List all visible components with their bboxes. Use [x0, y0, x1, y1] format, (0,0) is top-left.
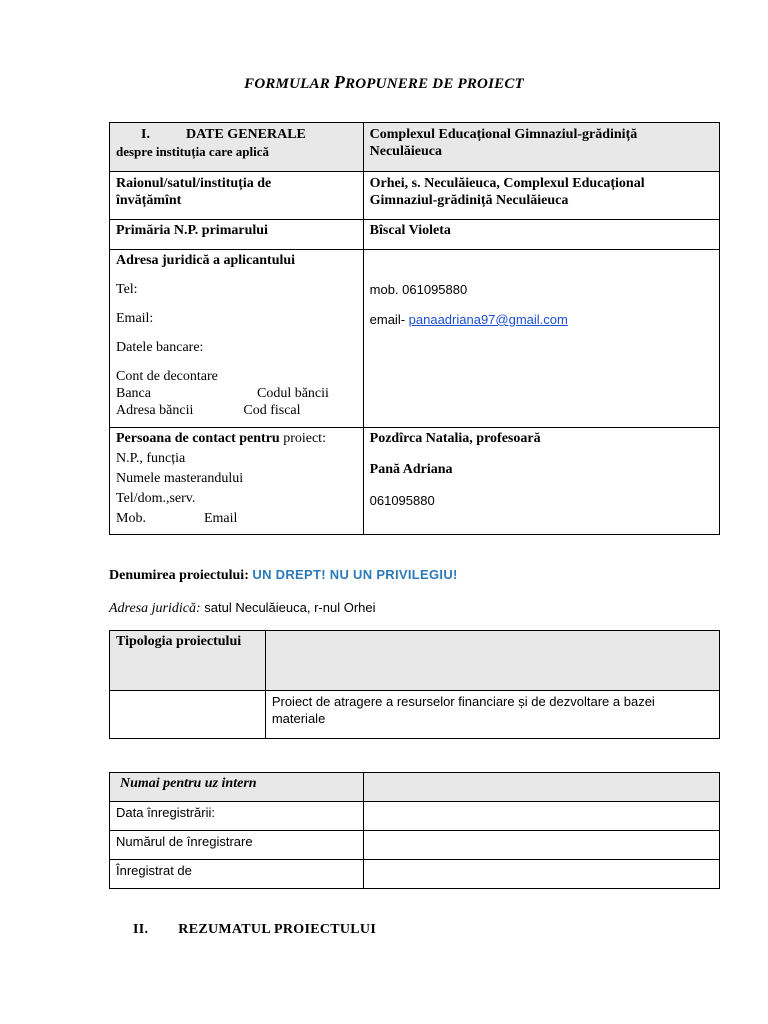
contact-teacher: Pozdîrca Natalia, profesoară: [369, 431, 541, 446]
bank-code-label: Codul băncii: [256, 386, 329, 401]
project-name-line: [109, 567, 458, 584]
bank-label: Banca: [116, 386, 151, 401]
bank-details-label: Datele bancare:: [116, 340, 204, 355]
bank-address-line: [116, 402, 357, 419]
legal-address-label: Adresa juridică:: [109, 601, 201, 616]
general-data-label: DATE GENERALE: [185, 127, 306, 142]
settlement-account-label: Cont de decontare: [116, 369, 218, 384]
legal-address-heading: Adresa juridică a aplicantului: [116, 253, 296, 268]
cell-typology-blank: [110, 691, 266, 739]
tel-label: Tel:: [116, 282, 138, 297]
section-number: I.: [141, 127, 150, 142]
district-value-line2: Gimnaziul-grădiniță Neculăieuca: [369, 193, 569, 208]
email-prefix: email-: [369, 312, 409, 327]
cell-registration-number-label: [110, 831, 364, 860]
project-typology-table: [109, 630, 720, 739]
cell-typology-label: [110, 631, 266, 691]
row-mayor: [110, 220, 720, 250]
registration-date-label: Data înregistrării:: [116, 805, 215, 820]
project-name-value: UN DREPT! NU UN PRIVILEGIU!: [252, 567, 458, 582]
mob-email-line: [116, 510, 357, 527]
district-label-line2: învățămînt: [116, 193, 182, 208]
cell-contact-label: [110, 428, 364, 535]
mayor-label: Primăria N.P. primarului: [116, 223, 268, 238]
registration-number-label: Numărul de înregistrare: [116, 834, 253, 849]
contact-master-student: Pană Adriana: [369, 462, 453, 477]
typology-desc-line1: Proiect de atragere a resurselor financiare și de dezvoltare a bazei: [271, 694, 655, 709]
legal-address-value: satul Neculăieuca, r-nul Orhei: [200, 600, 376, 615]
institution-name-line1: Complexul Educațional Gimnaziul-grădiniță: [369, 127, 638, 142]
mob-label: Mob.: [116, 511, 146, 526]
cell-typology-empty: [265, 631, 719, 691]
email-label: Email:: [116, 311, 154, 326]
row-registration-date: [110, 802, 720, 831]
internal-use-heading: Numai pentru uz intern: [120, 776, 257, 791]
cell-typology-desc: [265, 691, 719, 739]
mobile-number: mob. 061095880: [369, 282, 468, 297]
email-line: [370, 311, 713, 328]
contact-heading-rest: proiect:: [279, 431, 326, 446]
row-district: [110, 172, 720, 220]
cell-legal-address-value: [363, 250, 719, 428]
cell-mayor-label: [110, 220, 364, 250]
row-contact-person: [110, 428, 720, 535]
district-label-line1: Raionul/satul/instituția de: [116, 176, 272, 191]
contact-heading: [116, 430, 357, 447]
cell-registration-date-value: [363, 802, 719, 831]
section-2-number: II.: [133, 922, 149, 937]
title-initial: P: [333, 72, 346, 92]
row-typology-desc: [110, 691, 720, 739]
cell-district-value: [363, 172, 719, 220]
row-registered-by: [110, 860, 720, 889]
district-value-line1: Orhei, s. Neculăieuca, Complexul Educațional: [369, 176, 645, 191]
cell-registered-by-value: [363, 860, 719, 889]
typology-desc-line2: materiale: [271, 711, 326, 726]
cell-registered-by-label: [110, 860, 364, 889]
cell-registration-number-value: [363, 831, 719, 860]
contact-heading-bold: Persoana de contact pentru: [116, 431, 280, 446]
master-student-label: Numele masterandului: [116, 471, 244, 486]
cell-mayor-value: [363, 220, 719, 250]
row-registration-number: [110, 831, 720, 860]
title-part2: ROPUNERE DE PROIECT: [345, 76, 524, 92]
row-internal-header: [110, 773, 720, 802]
cell-general-data-header: [110, 123, 364, 172]
cell-contact-value: [363, 428, 719, 535]
cell-district-label: [110, 172, 364, 220]
general-data-heading: [116, 126, 357, 143]
contact-phone: 061095880: [369, 493, 435, 508]
registered-by-label: Înregistrat de: [116, 863, 192, 878]
cell-institution-name: [363, 123, 719, 172]
institution-name-line2: Neculăieuca: [369, 144, 442, 159]
cell-internal-empty: [363, 773, 719, 802]
project-name-label: Denumirea proiectului:: [109, 568, 253, 583]
fiscal-code-label: Cod fiscal: [243, 403, 301, 418]
email-link[interactable]: panaadriana97@gmail.com: [408, 312, 568, 327]
general-data-table: [109, 122, 720, 535]
row-legal-address: [110, 250, 720, 428]
row-general-data: [110, 123, 720, 172]
cell-registration-date-label: [110, 802, 364, 831]
internal-use-table: [109, 772, 720, 889]
cell-internal-heading: [110, 773, 364, 802]
contact-email-label: Email: [203, 511, 238, 526]
row-typology-header: [110, 631, 720, 691]
section-2-heading: [133, 922, 376, 938]
name-function-label: N.P., funcția: [116, 451, 186, 466]
tel-home-work-label: Tel/dom.,serv.: [116, 491, 196, 506]
section-2-title: REZUMATUL PROIECTULUI: [178, 922, 377, 937]
mayor-name: Bîscal Violeta: [369, 223, 451, 238]
legal-address-line: [109, 600, 376, 617]
form-title: [0, 72, 768, 93]
bank-address-label: Adresa băncii: [116, 403, 194, 418]
typology-heading: Tipologia proiectului: [116, 634, 242, 649]
title-part1: FORMULAR: [244, 76, 334, 92]
institution-subheading: despre instituția care aplică: [116, 144, 269, 159]
cell-legal-address-label: [110, 250, 364, 428]
bank-code-line: [116, 385, 357, 402]
